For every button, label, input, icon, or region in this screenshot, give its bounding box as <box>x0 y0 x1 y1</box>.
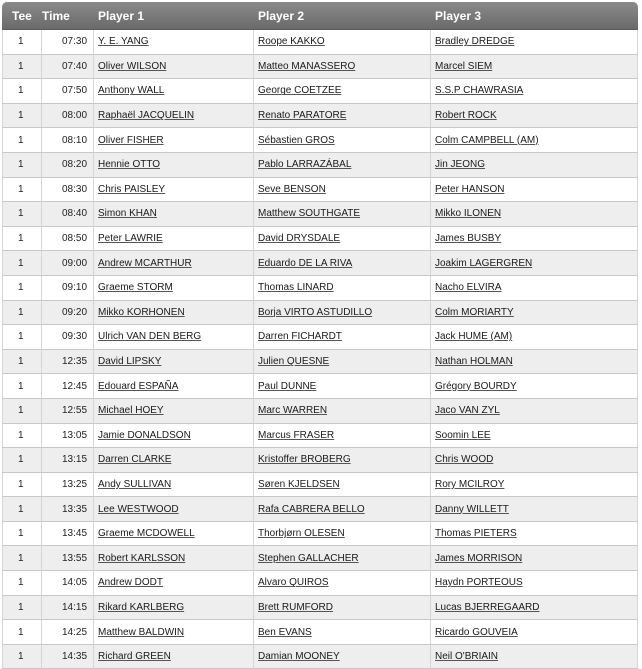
table-row <box>2 251 638 276</box>
player-1-link[interactable]: Lee WESTWOOD <box>98 503 179 515</box>
player-3-cell <box>431 276 638 301</box>
player-2-link[interactable]: Søren KJELDSEN <box>258 478 340 490</box>
table-row <box>2 350 638 375</box>
table-row <box>2 30 638 55</box>
player-3-cell <box>431 227 638 252</box>
player-1-link[interactable]: Darren CLARKE <box>98 454 172 466</box>
player-3-link[interactable]: Danny WILLETT <box>435 503 509 515</box>
player-3-link[interactable]: James MORRISON <box>435 552 523 564</box>
player-2-cell <box>254 546 431 571</box>
player-1-link[interactable]: Michael HOEY <box>98 405 164 417</box>
tee-times-table <box>2 2 638 669</box>
player-1-link[interactable]: Edouard ESPAÑA <box>98 380 179 392</box>
player-3-cell <box>431 350 638 375</box>
player-3-cell <box>431 128 638 153</box>
player-1-cell <box>94 399 254 424</box>
player-2-link[interactable]: Damian MOONEY <box>258 651 340 663</box>
player-1-cell <box>94 374 254 399</box>
player-2-cell <box>254 424 431 449</box>
player-3-link[interactable]: Rory MCILROY <box>435 478 505 490</box>
player-1-cell <box>94 473 254 498</box>
player-2-link[interactable]: Paul DUNNE <box>258 380 317 392</box>
player-2-link[interactable]: Roope KAKKO <box>258 36 325 48</box>
player-2-cell <box>254 251 431 276</box>
player-3-link[interactable]: Ricardo GOUVEIA <box>435 626 518 638</box>
player-2-link[interactable]: Julien QUESNE <box>258 356 330 368</box>
player-3-link[interactable]: Jaco VAN ZYL <box>435 405 500 417</box>
time-cell: 13:35 <box>42 497 94 522</box>
player-2-link[interactable]: Matthew SOUTHGATE <box>258 208 361 220</box>
time-cell: 14:35 <box>42 645 94 669</box>
player-1-link[interactable]: Andy SULLIVAN <box>98 478 172 490</box>
tee-cell: 1 <box>2 202 42 227</box>
tee-cell: 1 <box>2 596 42 621</box>
player-1-link[interactable]: Matthew BALDWIN <box>98 626 185 638</box>
player-1-cell <box>94 325 254 350</box>
player-2-cell <box>254 104 431 129</box>
tee-cell: 1 <box>2 104 42 129</box>
player-3-cell <box>431 596 638 621</box>
player-2-link[interactable]: George COETZEE <box>258 85 342 97</box>
player-2-cell <box>254 473 431 498</box>
player-3-link[interactable]: Nathan HOLMAN <box>435 356 513 368</box>
tee-cell: 1 <box>2 522 42 547</box>
table-row <box>2 301 638 326</box>
player-3-link[interactable]: Colm CAMPBELL (AM) <box>435 134 539 146</box>
player-1-cell <box>94 55 254 80</box>
player-3-link[interactable]: Robert ROCK <box>435 110 497 122</box>
player-1-link[interactable]: Richard GREEN <box>98 651 171 663</box>
table-row <box>2 596 638 621</box>
player-3-link[interactable]: Mikko ILONEN <box>435 208 502 220</box>
tee-cell: 1 <box>2 448 42 473</box>
player-3-link[interactable]: Jin JEONG <box>435 159 486 171</box>
player-1-link[interactable]: Ulrich VAN DEN BERG <box>98 331 202 343</box>
player-1-cell <box>94 104 254 129</box>
player-2-cell <box>254 227 431 252</box>
time-cell: 08:10 <box>42 128 94 153</box>
player-3-link[interactable]: James BUSBY <box>435 233 502 245</box>
tee-cell: 1 <box>2 251 42 276</box>
player-3-link[interactable]: Grégory BOURDY <box>435 380 517 392</box>
player-1-link[interactable]: Graeme MCDOWELL <box>98 528 195 540</box>
tee-cell: 1 <box>2 30 42 55</box>
tee-cell: 1 <box>2 374 42 399</box>
player-1-link[interactable]: Peter LAWRIE <box>98 233 163 245</box>
player-1-cell <box>94 448 254 473</box>
player-3-link[interactable]: Bradley DREDGE <box>435 36 515 48</box>
player-1-cell <box>94 571 254 596</box>
player-1-cell <box>94 79 254 104</box>
player-3-cell <box>431 325 638 350</box>
tee-cell: 1 <box>2 79 42 104</box>
tee-cell: 1 <box>2 399 42 424</box>
player-3-link[interactable]: Lucas BJERREGAARD <box>435 601 540 613</box>
tee-cell: 1 <box>2 497 42 522</box>
player-3-link[interactable]: Colm MORIARTY <box>435 306 514 318</box>
player-3-cell <box>431 571 638 596</box>
player-2-link[interactable]: Brett RUMFORD <box>258 601 333 613</box>
time-cell: 09:20 <box>42 301 94 326</box>
player-1-link[interactable]: Rikard KARLBERG <box>98 601 185 613</box>
player-3-cell <box>431 178 638 203</box>
player-1-cell <box>94 128 254 153</box>
player-1-cell <box>94 350 254 375</box>
player-2-cell <box>254 448 431 473</box>
player-1-cell <box>94 178 254 203</box>
header-player-3: Player 3 <box>431 2 638 30</box>
player-1-cell <box>94 522 254 547</box>
player-3-link[interactable]: Peter HANSON <box>435 183 505 195</box>
player-2-link[interactable]: Marc WARREN <box>258 405 328 417</box>
player-2-link[interactable]: Eduardo DE LA RIVA <box>258 257 353 269</box>
tee-cell: 1 <box>2 350 42 375</box>
table-body <box>2 30 638 669</box>
player-2-cell <box>254 350 431 375</box>
table-row <box>2 497 638 522</box>
player-2-link[interactable]: Matteo MANASSERO <box>258 60 356 72</box>
player-3-cell <box>431 546 638 571</box>
player-1-link[interactable]: Hennie OTTO <box>98 159 161 171</box>
player-1-link[interactable]: Andrew MCARTHUR <box>98 257 192 269</box>
tee-cell: 1 <box>2 424 42 449</box>
player-2-cell <box>254 153 431 178</box>
player-1-link[interactable]: Raphaël JACQUELIN <box>98 110 195 122</box>
player-2-link[interactable]: Thomas LINARD <box>258 282 334 294</box>
table-row <box>2 522 638 547</box>
player-3-cell <box>431 473 638 498</box>
time-cell: 09:00 <box>42 251 94 276</box>
player-3-link[interactable]: S.S.P CHAWRASIA <box>435 85 524 97</box>
player-2-cell <box>254 399 431 424</box>
player-2-cell <box>254 128 431 153</box>
table-row <box>2 448 638 473</box>
tee-cell: 1 <box>2 645 42 669</box>
player-2-link[interactable]: Marcus FRASER <box>258 429 335 441</box>
time-cell: 08:40 <box>42 202 94 227</box>
time-cell: 13:05 <box>42 424 94 449</box>
player-2-cell <box>254 301 431 326</box>
player-3-cell <box>431 620 638 645</box>
time-cell: 12:55 <box>42 399 94 424</box>
player-1-link[interactable]: Graeme STORM <box>98 282 173 294</box>
player-3-cell <box>431 30 638 55</box>
player-2-cell <box>254 596 431 621</box>
player-2-link[interactable]: Renato PARATORE <box>258 110 347 122</box>
header-time: Time <box>42 2 94 30</box>
player-3-cell <box>431 251 638 276</box>
player-1-link[interactable]: David LIPSKY <box>98 356 162 368</box>
player-3-cell <box>431 497 638 522</box>
player-1-link[interactable]: Mikko KORHONEN <box>98 306 185 318</box>
time-cell: 09:30 <box>42 325 94 350</box>
time-cell: 08:30 <box>42 178 94 203</box>
player-2-cell <box>254 55 431 80</box>
player-1-cell <box>94 645 254 669</box>
time-cell: 08:00 <box>42 104 94 129</box>
player-2-link[interactable]: Stephen GALLACHER <box>258 552 359 564</box>
table-row <box>2 325 638 350</box>
player-3-cell <box>431 645 638 669</box>
tee-cell: 1 <box>2 276 42 301</box>
time-cell: 07:40 <box>42 55 94 80</box>
tee-cell: 1 <box>2 571 42 596</box>
player-2-cell <box>254 571 431 596</box>
table-row <box>2 620 638 645</box>
header-tee: Tee <box>2 2 42 30</box>
player-1-link[interactable]: Robert KARLSSON <box>98 552 186 564</box>
player-1-cell <box>94 202 254 227</box>
time-cell: 07:30 <box>42 30 94 55</box>
player-3-cell <box>431 301 638 326</box>
header-player-2: Player 2 <box>254 2 431 30</box>
table-row <box>2 227 638 252</box>
time-cell: 13:15 <box>42 448 94 473</box>
table-row <box>2 153 638 178</box>
player-2-cell <box>254 522 431 547</box>
time-cell: 07:50 <box>42 79 94 104</box>
tee-cell: 1 <box>2 153 42 178</box>
player-1-link[interactable]: Anthony WALL <box>98 85 165 97</box>
player-3-cell <box>431 399 638 424</box>
tee-cell: 1 <box>2 227 42 252</box>
tee-cell: 1 <box>2 620 42 645</box>
player-3-link[interactable]: Soomin LEE <box>435 429 491 441</box>
player-2-link[interactable]: Borja VIRTO ASTUDILLO <box>258 306 373 318</box>
tee-cell: 1 <box>2 325 42 350</box>
player-2-cell <box>254 497 431 522</box>
player-1-cell <box>94 497 254 522</box>
player-3-link[interactable]: Chris WOOD <box>435 454 494 466</box>
player-2-link[interactable]: Rafa CABRERA BELLO <box>258 503 365 515</box>
header-row <box>2 2 638 30</box>
player-2-cell <box>254 325 431 350</box>
player-3-link[interactable]: Marcel SIEM <box>435 60 493 72</box>
player-2-cell <box>254 374 431 399</box>
player-1-cell <box>94 546 254 571</box>
player-1-link[interactable]: Jamie DONALDSON <box>98 429 191 441</box>
time-cell: 14:25 <box>42 620 94 645</box>
player-2-cell <box>254 202 431 227</box>
table-row <box>2 645 638 669</box>
player-1-link[interactable]: Oliver WILSON <box>98 60 167 72</box>
table-row <box>2 374 638 399</box>
player-2-cell <box>254 30 431 55</box>
time-cell: 09:10 <box>42 276 94 301</box>
player-1-cell <box>94 424 254 449</box>
table-row <box>2 546 638 571</box>
tee-cell: 1 <box>2 546 42 571</box>
player-3-link[interactable]: Thomas PIETERS <box>435 528 517 540</box>
table-row <box>2 79 638 104</box>
time-cell: 14:15 <box>42 596 94 621</box>
player-3-link[interactable]: Nacho ELVIRA <box>435 282 502 294</box>
tee-cell: 1 <box>2 473 42 498</box>
player-1-link[interactable]: Andrew DODT <box>98 577 164 589</box>
table-row <box>2 424 638 449</box>
player-3-link[interactable]: Jack HUME (AM) <box>435 331 513 343</box>
table-row <box>2 178 638 203</box>
time-cell: 13:55 <box>42 546 94 571</box>
player-1-cell <box>94 276 254 301</box>
player-1-cell <box>94 153 254 178</box>
player-2-cell <box>254 645 431 669</box>
player-2-link[interactable]: Pablo LARRAZÁBAL <box>258 159 352 171</box>
player-1-cell <box>94 251 254 276</box>
player-1-cell <box>94 30 254 55</box>
header-player-1: Player 1 <box>94 2 254 30</box>
tee-cell: 1 <box>2 178 42 203</box>
table-row <box>2 55 638 80</box>
player-3-link[interactable]: Neil O'BRIAIN <box>435 651 499 663</box>
tee-cell: 1 <box>2 301 42 326</box>
player-1-cell <box>94 620 254 645</box>
player-2-link[interactable]: David DRYSDALE <box>258 233 341 245</box>
table-row <box>2 202 638 227</box>
player-2-link[interactable]: Seve BENSON <box>258 183 326 195</box>
time-cell: 08:20 <box>42 153 94 178</box>
player-3-cell <box>431 79 638 104</box>
player-3-cell <box>431 202 638 227</box>
time-cell: 12:35 <box>42 350 94 375</box>
table-row <box>2 473 638 498</box>
player-2-link[interactable]: Darren FICHARDT <box>258 331 342 343</box>
player-3-cell <box>431 104 638 129</box>
player-2-link[interactable]: Sébastien GROS <box>258 134 335 146</box>
player-1-link[interactable]: Simon KHAN <box>98 208 157 220</box>
tee-cell: 1 <box>2 128 42 153</box>
player-2-link[interactable]: Thorbjørn OLESEN <box>258 528 345 540</box>
player-1-link[interactable]: Oliver FISHER <box>98 134 164 146</box>
time-cell: 13:25 <box>42 473 94 498</box>
table-row <box>2 571 638 596</box>
player-2-link[interactable]: Ben EVANS <box>258 626 312 638</box>
player-2-cell <box>254 276 431 301</box>
player-1-cell <box>94 301 254 326</box>
table-row <box>2 104 638 129</box>
player-3-cell <box>431 424 638 449</box>
player-3-cell <box>431 448 638 473</box>
player-1-link[interactable]: Chris PAISLEY <box>98 183 166 195</box>
player-1-link[interactable]: Y. E. YANG <box>98 36 149 48</box>
player-3-link[interactable]: Haydn PORTEOUS <box>435 577 523 589</box>
player-2-cell <box>254 79 431 104</box>
player-1-cell <box>94 596 254 621</box>
time-cell: 12:45 <box>42 374 94 399</box>
time-cell: 13:45 <box>42 522 94 547</box>
table-row <box>2 399 638 424</box>
tee-cell: 1 <box>2 55 42 80</box>
player-3-cell <box>431 153 638 178</box>
time-cell: 08:50 <box>42 227 94 252</box>
player-2-link[interactable]: Kristoffer BROBERG <box>258 454 351 466</box>
player-3-cell <box>431 374 638 399</box>
table-row <box>2 128 638 153</box>
time-cell: 14:05 <box>42 571 94 596</box>
player-3-cell <box>431 55 638 80</box>
table-header <box>2 2 638 30</box>
player-1-cell <box>94 227 254 252</box>
table-row <box>2 276 638 301</box>
player-2-cell <box>254 620 431 645</box>
player-2-link[interactable]: Alvaro QUIROS <box>258 577 329 589</box>
player-3-link[interactable]: Joakim LAGERGREN <box>435 257 533 269</box>
player-3-cell <box>431 522 638 547</box>
tee-times-table-container <box>2 2 638 669</box>
player-2-cell <box>254 178 431 203</box>
